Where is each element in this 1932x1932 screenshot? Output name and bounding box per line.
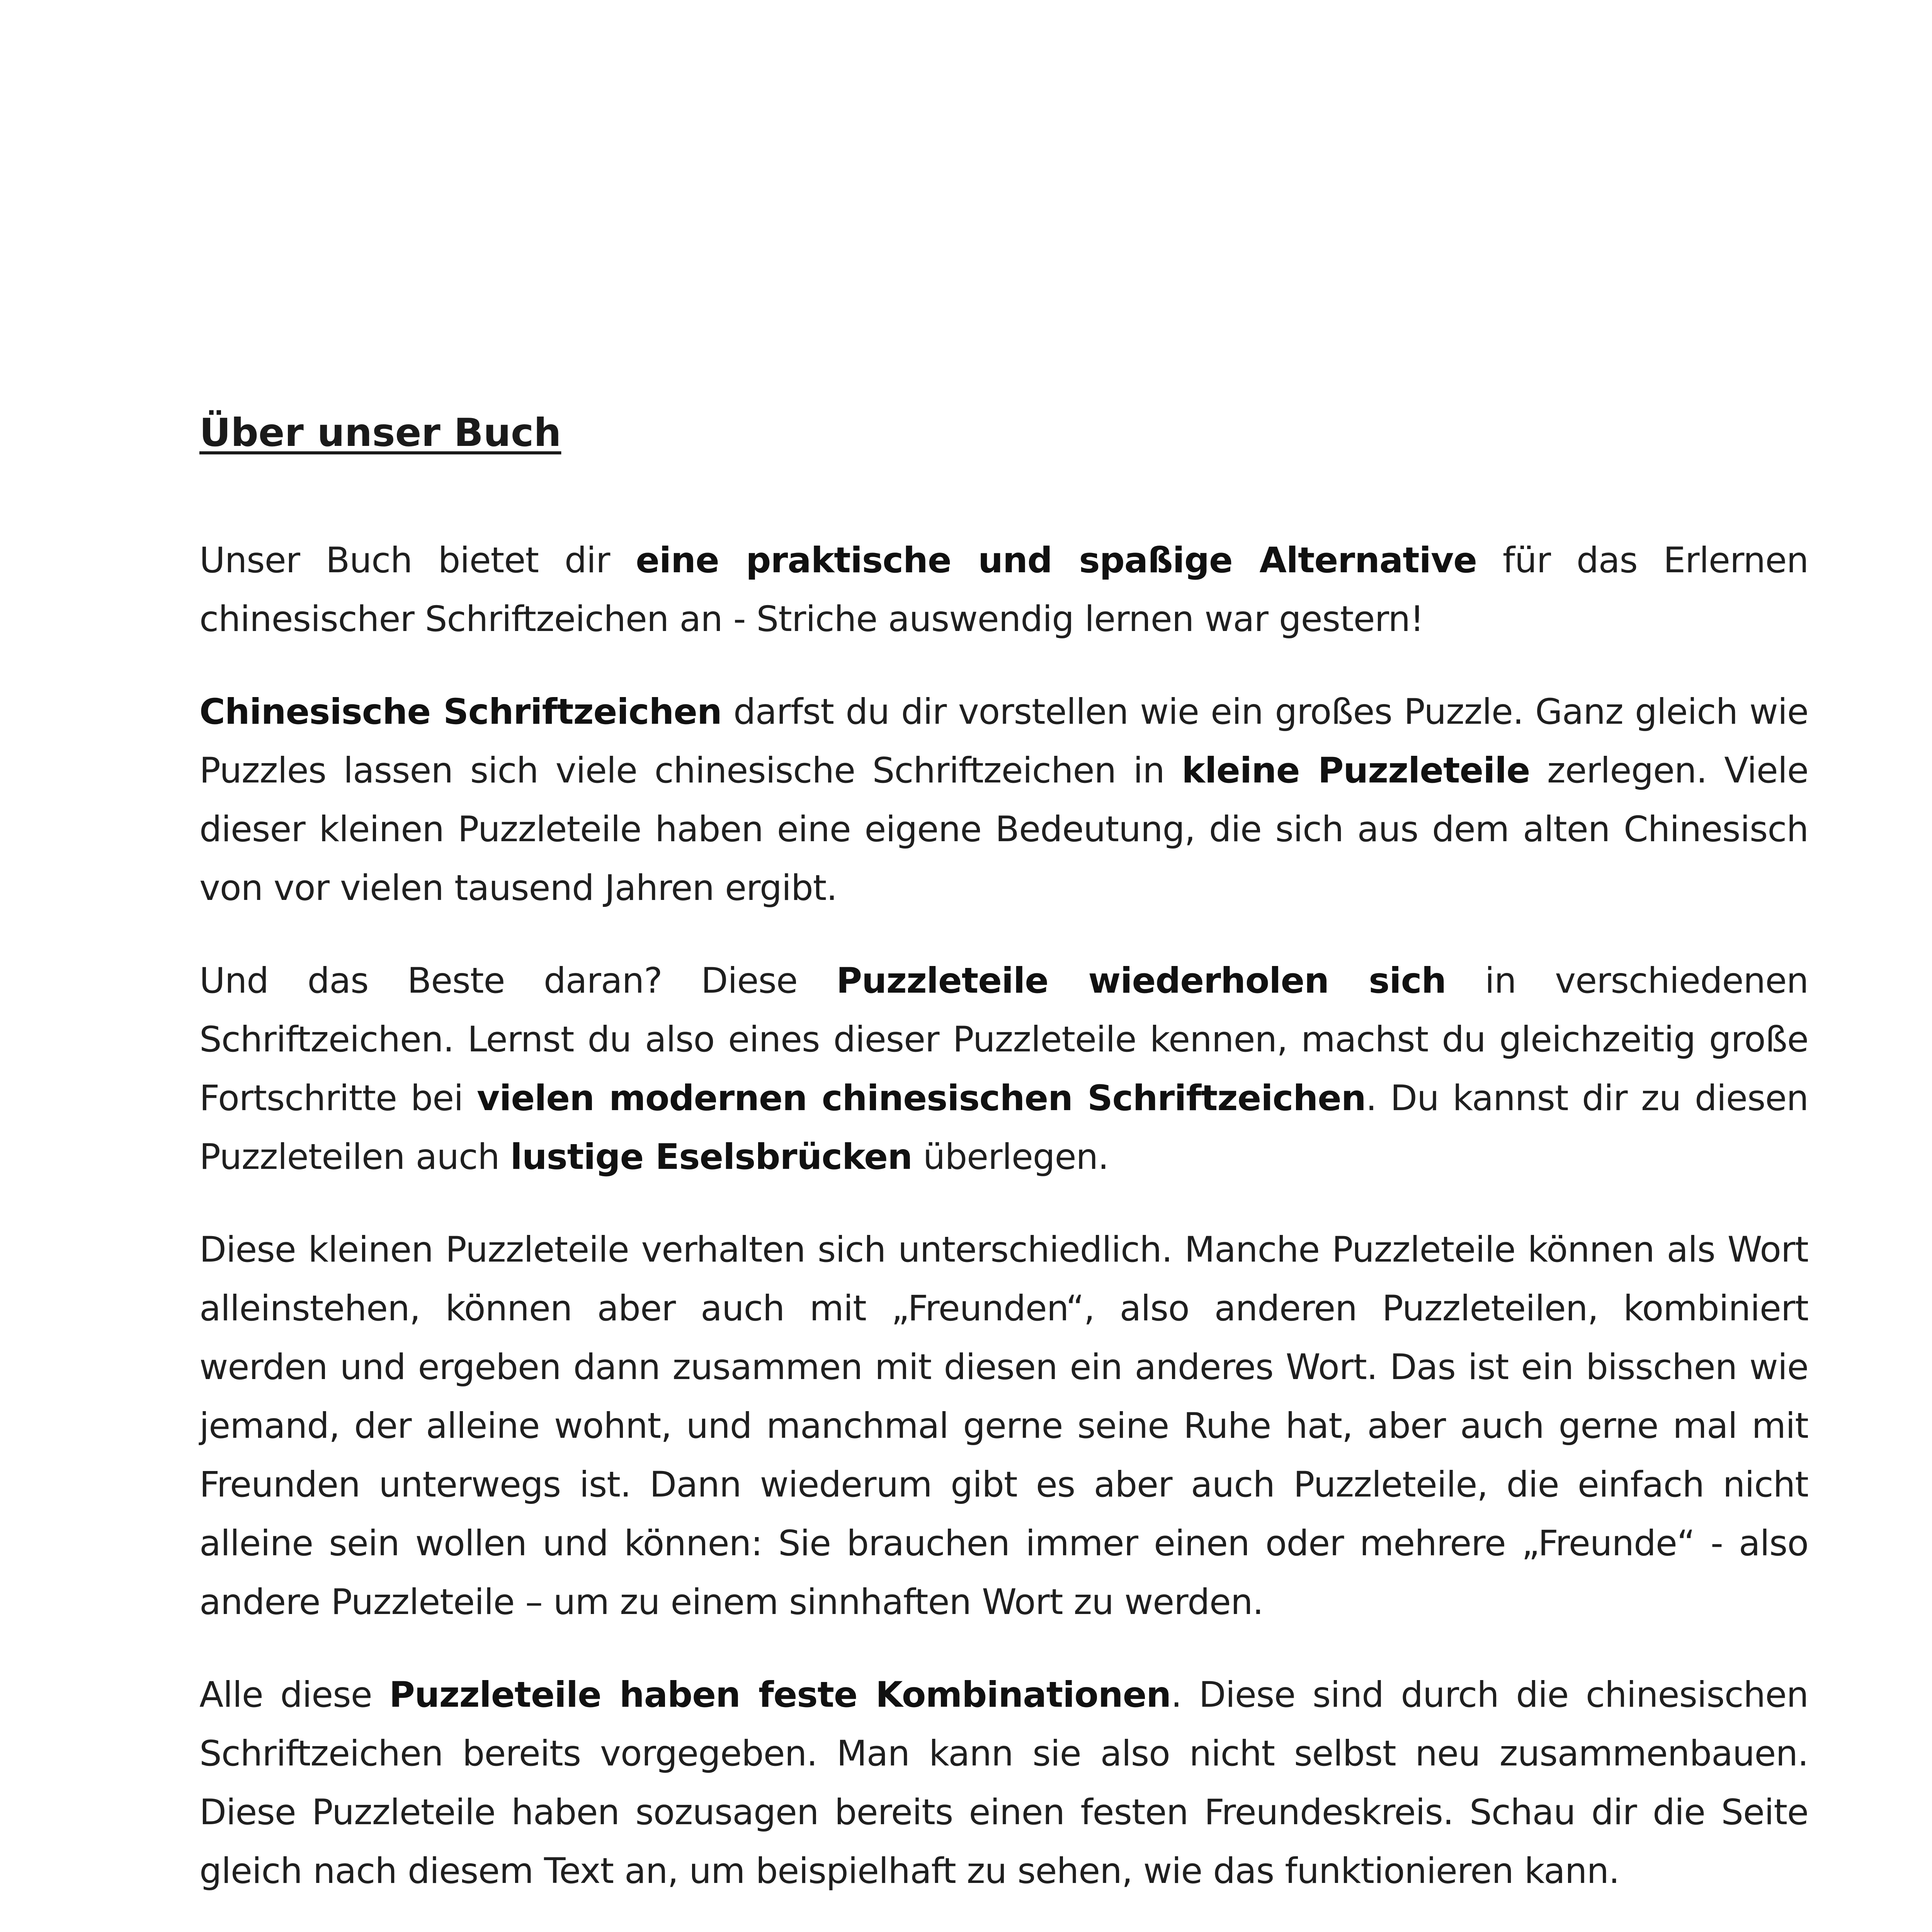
text-span: darfst du dir vorstellen wie ein großes Puzzle. Ganz gleich wie Puzzles lassen sich viele chinesische Schriftzeichen in xyxy=(199,692,1808,791)
text-span: überlegen. xyxy=(912,1137,1109,1177)
text-span: zerlegen. Viele dieser kleinen Puzzleteile haben eine eigene Bedeutung, die sich aus dem alten Chinesisch von vor vielen tausend Jahren ergibt. xyxy=(199,750,1808,908)
bold-phrase: kleine Puzzleteile xyxy=(1182,750,1530,791)
text-span: in verschiedenen Schriftzeichen. Lernst du also eines dieser Puzzleteile kennen, machst du gleichzeitig große Fortschritte bei xyxy=(199,961,1808,1119)
bold-phrase: lustige Eselsbrücken xyxy=(510,1137,912,1177)
bold-phrase: vielen modernen chinesischen Schriftzeichen xyxy=(477,1078,1366,1119)
paragraph-best-part xyxy=(199,952,1808,1187)
paragraph-combinations xyxy=(199,1666,1808,1901)
bold-phrase: Chinesische Schriftzeichen xyxy=(199,692,722,732)
paragraph-intro xyxy=(199,531,1808,649)
text-span: . Diese sind durch die chinesischen Schriftzeichen bereits vorgegeben. Man kann sie also nicht selbst neu zusammenbauen. Diese Puzzleteile haben sozusagen bereits einen festen Freundeskreis. Schau dir die Seite gleich nach diesem Text an, um beispielhaft zu sehen, wie das funktionieren kann. xyxy=(199,1675,1808,1891)
text-span: . Du kannst dir zu diesen Puzzleteilen auch xyxy=(199,1078,1808,1177)
section-heading: Über unser Buch xyxy=(199,410,561,455)
page-content xyxy=(199,410,1808,1932)
text-span: für das Erlernen chinesischer Schriftzeichen an - Striche auswendig lernen war gestern! xyxy=(199,540,1808,639)
bold-phrase: Puzzleteile haben feste Kombinationen xyxy=(389,1675,1171,1715)
paragraph-behaviour xyxy=(199,1221,1808,1632)
text-span: Diese kleinen Puzzleteile verhalten sich unterschiedlich. Manche Puzzleteile können als Wort alleinstehen, können aber auch mit „Freunden“, also anderen Puzzleteilen, kombiniert werden und ergeben dann zusammen mit diesen ein anderes Wort. Das ist ein bisschen wie jemand, der alleine wohnt, und manchmal gerne seine Ruhe hat, aber auch gerne mal mit Freunden unterwegs ist. Dann wiederum gibt es aber auch Puzzleteile, die einfach nicht alleine sein wollen und können: Sie brauchen immer einen oder mehrere „Freunde“ - also andere Puzzleteile – um zu einem sinnhaften Wort zu werden. xyxy=(199,1230,1808,1622)
text-span: Unser Buch bietet dir xyxy=(199,540,636,581)
bold-phrase: eine praktische und spaßige Alternative xyxy=(636,540,1477,581)
text-span: Alle diese xyxy=(199,1675,389,1715)
paragraph-puzzle xyxy=(199,683,1808,918)
text-span: Und das Beste daran? Diese xyxy=(199,961,837,1001)
bold-phrase: Puzzleteile wiederholen sich xyxy=(836,961,1446,1001)
